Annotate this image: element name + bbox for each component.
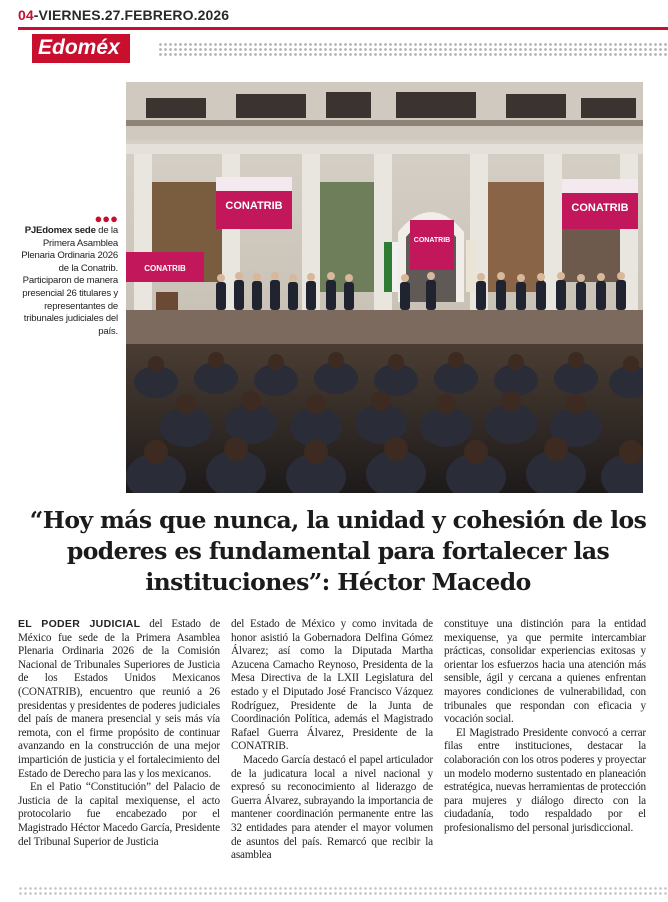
body-paragraph: del Estado de México y como invitada de honor asistió la Gobernadora Delfina Gómez Álvarez; así como la Diputada Martha Azucena Camacho Reynoso, Presidenta de la Mesa Directiva de la LXII Legislatura del estado y el Diputado José Francisco Vázquez Rodríguez, Presidente de la Junta de Coordinación Política, además el Magistrado Rafael Guerra Álvarez, Presidente de la CONATRIB. bbox=[231, 618, 433, 753]
banner-left-label: CONATRIB bbox=[225, 200, 283, 212]
body-column-3 bbox=[444, 618, 646, 863]
body-paragraph: En el Patio “Constitución” del Palacio de Justicia de la capital mexiquense, el acto protocolario fue encabezado por el Magistrado Héctor Macedo García, Presidente del Tribunal Superior de Justicia bbox=[18, 781, 220, 848]
body-paragraph: El Magistrado Presidente convocó a cerrar filas entre instituciones, destacar la colaboración con los otros poderes y proyectar un modelo moderno sustentado en planeación estratégica, nuevas herramientas de protección para mujeres y diálogo directo con la ciudadanía, todo respaldado por el profesionalismo del personal jurisdiccional. bbox=[444, 726, 646, 834]
banner-right-label: CONATRIB bbox=[571, 202, 629, 214]
dotted-rule bbox=[158, 42, 668, 56]
date-line: -VIERNES.27.FEBRERO.2026 bbox=[33, 7, 230, 23]
banner-podium-label: CONATRIB bbox=[144, 264, 186, 273]
body-paragraph bbox=[18, 618, 220, 781]
photo-caption bbox=[18, 213, 118, 338]
bottom-dotted-rule bbox=[18, 886, 668, 896]
body-text: del Estado de México fue sede de la Primera Asamblea Plenaria Ordinaria 2026 de la Comisión Nacional de Tribunales Superiores de Justicia de los Estados Unidos Mexicanos (CONATRIB), encuentro que reunió a 26 presidentas y presidentes de poderes judiciales del país de manera presencial y seis más vía remota, con el firme propósito de continuar avanzando en la construcción de una mejor impartición de justicia y el fortalecimiento del Estado de Derecho para las y los mexicanos. bbox=[18, 618, 221, 780]
event-photo-illustration bbox=[126, 82, 643, 493]
body-column-1 bbox=[18, 618, 220, 863]
body-paragraph: Macedo García destacó el papel articulador de la judicatura local a nivel nacional y expresó su reconocimiento al liderazgo de Guerra Álvarez, subrayando la importancia de mantener coordinación permanente entre las 32 entidades para atender el mayor volumen de asuntos del país. Remarcó que recibir la asamblea bbox=[231, 753, 433, 862]
section-bar bbox=[18, 30, 668, 68]
body-paragraph: constituye una distinción para la entidad mexiquense, ya que permite intercambiar prácticas, consolidar experiencias exitosas y orientar los esfuerzos hacia una atención más sensible, ágil y cercana a quienes enfrentan mayores condiciones de vulnerabilidad, con tribunales que respondan con eficacia y vocación social. bbox=[444, 618, 646, 726]
banner-center-label: CONATRIB bbox=[413, 237, 451, 244]
page-header bbox=[18, 7, 229, 23]
lead-in: EL PODER JUDICIAL bbox=[18, 618, 141, 630]
article-body bbox=[18, 618, 646, 863]
event-photo bbox=[126, 82, 643, 493]
caption-dots-icon: ●●● bbox=[94, 211, 118, 226]
caption-lead: PJEdomex sede bbox=[24, 225, 96, 236]
section-tag: Edoméx bbox=[32, 34, 130, 63]
body-column-2 bbox=[231, 618, 433, 863]
article-headline: “Hoy más que nunca, la unidad y cohesión de los poderes es fundamental para fortalecer las instituciones”: Héctor Macedo bbox=[29, 506, 647, 596]
page-number: 04 bbox=[18, 7, 34, 23]
caption-text: de la Primera Asamblea Plenaria Ordinaria 2026 de la Conatrib. Participaron de manera presencial 26 titulares y representantes de tribunales judiciales del país. bbox=[21, 225, 118, 337]
